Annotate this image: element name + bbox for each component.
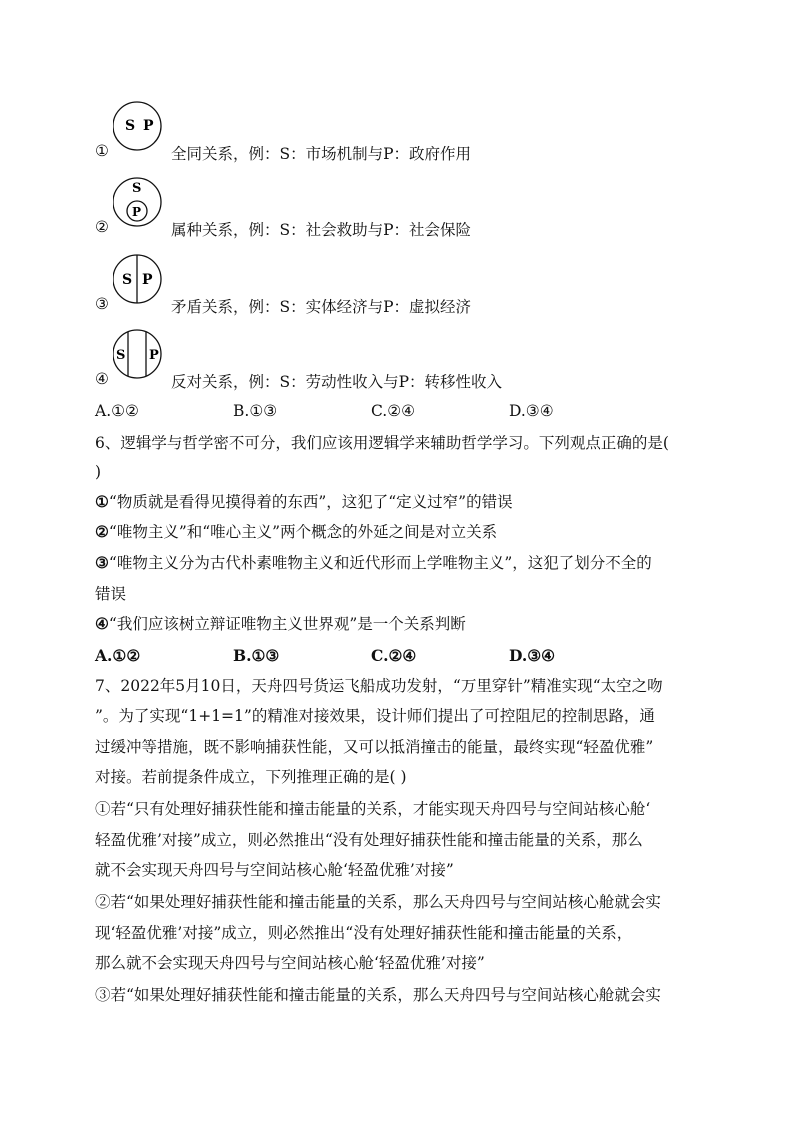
q7-line: 那么就不会实现天舟四号与空间站核心舱‘轻盈优雅’对接”: [95, 954, 485, 972]
relation-description: 矛盾关系，例：S：实体经济与P：虚拟经济: [171, 298, 472, 316]
relation-description: 反对关系，例：S：劳动性收入与P：转移性收入: [171, 373, 503, 391]
q6-stem: 6、逻辑学与哲学密不可分，我们应该用逻辑学来辅助哲学学习。下列观点正确的是(: [95, 434, 669, 452]
label-p: P: [143, 118, 154, 134]
statement-mark: ①: [95, 492, 109, 511]
circle-sp: [113, 102, 161, 150]
q7-line: ①若“只有处理好捕获性能和撞击能量的关系，才能实现天舟四号与空间站核心舱‘: [95, 800, 651, 818]
q7-line: 对接。若前提条件成立，下列推理正确的是( ): [95, 768, 407, 786]
contrary-diagram: [113, 322, 163, 386]
statement-mark: ④: [95, 614, 109, 633]
identity-diagram: [113, 94, 163, 158]
q6-stem-cont: ): [95, 463, 102, 481]
contradictory-diagram: [113, 247, 163, 311]
label-p: P: [132, 205, 142, 219]
item-number: ④: [95, 370, 109, 388]
q6-statement-2: [95, 522, 497, 542]
q7-line: 7、2022年5月10日，天舟四号货运飞船成功发射，“万里穿针”精准实现“太空之吻: [95, 677, 663, 695]
q6-statement-4: [95, 614, 466, 634]
relation-description: 属种关系，例：S：社会救助与P：社会保险: [171, 221, 472, 239]
q6-statement-3-cont: 错误: [95, 585, 127, 603]
statement-text: “物质就是看得见摸得着的东西”，这犯了“定义过窄”的错误: [108, 493, 513, 511]
q7-line: 现‘轻盈优雅’对接”成立，则必然推出“没有处理好捕获性能和撞击能量的关系，: [95, 924, 633, 942]
item-number: ①: [95, 142, 109, 160]
q6-statement-1: [95, 492, 513, 512]
q7-line: 就不会实现天舟四号与空间站核心舱‘轻盈优雅’对接”: [95, 861, 454, 879]
option-c[interactable]: C.②④: [371, 402, 416, 420]
statement-text: “唯物主义分为古代朴素唯物主义和近代形而上学唯物主义”，这犯了划分不全的: [108, 554, 652, 572]
item-number: ②: [95, 218, 109, 236]
option-d[interactable]: D.③④: [509, 646, 556, 665]
option-b[interactable]: B.①③: [233, 646, 280, 665]
item-number: ③: [95, 295, 109, 313]
label-p: P: [142, 272, 153, 288]
q7-line: 过缓冲等措施，既不影响捕获性能，又可以抵消撞击的能量，最终实现“轻盈优雅”: [95, 738, 654, 756]
label-s: S: [125, 118, 136, 134]
statement-mark: ③: [95, 553, 109, 572]
q7-line: ③若“如果处理好捕获性能和撞击能量的关系，那么天舟四号与空间站核心舱就会实: [95, 986, 661, 1004]
label-s: S: [122, 272, 133, 288]
genus-species-diagram: [113, 170, 163, 234]
statement-mark: ②: [95, 522, 109, 541]
relation-description: 全同关系，例：S：市场机制与P：政府作用: [171, 145, 472, 163]
statement-text: “唯物主义”和“唯心主义”两个概念的外延之间是对立关系: [108, 523, 498, 541]
statement-text: “我们应该树立辩证唯物主义世界观”是一个关系判断: [108, 615, 466, 633]
q7-line: 轻盈优雅’对接”成立，则必然推出“没有处理好捕获性能和撞击能量的关系，那么: [95, 831, 643, 849]
option-a[interactable]: A.①②: [95, 646, 141, 665]
option-d[interactable]: D.③④: [509, 402, 554, 420]
label-s: S: [116, 348, 126, 363]
option-b[interactable]: B.①③: [233, 402, 278, 420]
option-a[interactable]: A.①②: [95, 402, 139, 420]
label-s: S: [132, 181, 142, 196]
label-p: P: [149, 348, 159, 363]
q7-line: ②若“如果处理好捕获性能和撞击能量的关系，那么天舟四号与空间站核心舱就会实: [95, 893, 661, 911]
option-c[interactable]: C.②④: [371, 646, 417, 665]
q6-statement-3: [95, 553, 652, 573]
q7-line: ”。为了实现“1+1=1”的精准对接效果，设计师们提出了可控阻尼的控制思路，通: [95, 707, 655, 725]
